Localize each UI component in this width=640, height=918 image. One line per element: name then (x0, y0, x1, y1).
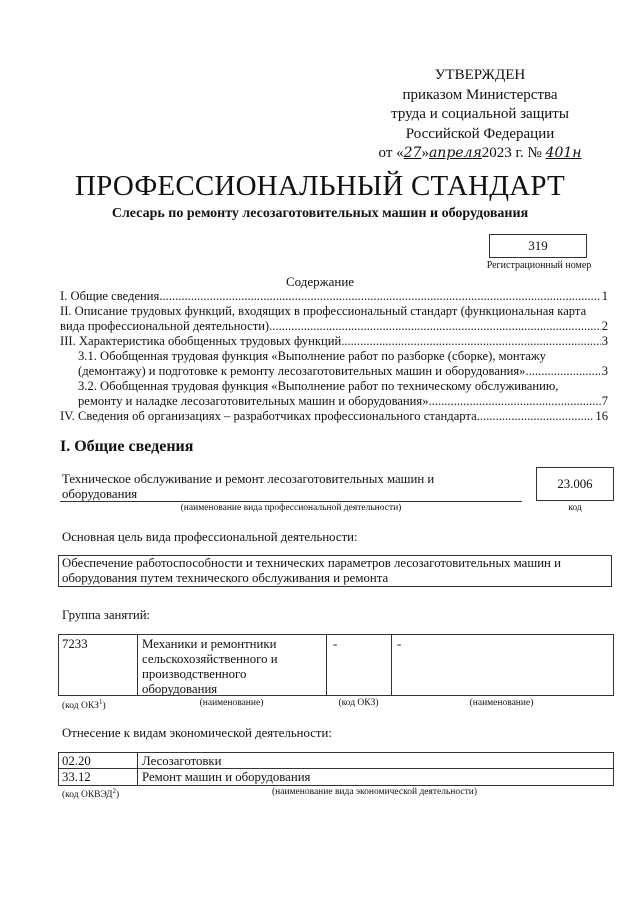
toc-item-page: 3 (601, 364, 608, 379)
caption-text: (код ОКВЭД (62, 790, 113, 801)
toc-item-text: II. Описание трудовых функций, входящих в профессиональный стандарт (функциональная карта (60, 304, 587, 318)
table-divider (137, 634, 138, 695)
okz-name (142, 637, 324, 697)
table-divider (137, 752, 138, 785)
caption-text: ) (102, 701, 106, 712)
toc-item-text: (демонтажу) и подготовке к ремонту лесозаготовительных машин и оборудования» (78, 364, 526, 379)
toc-item-4[interactable] (60, 409, 608, 424)
approval-block (360, 66, 600, 164)
table-divider (391, 634, 392, 695)
toc-heading: Содержание (285, 274, 355, 289)
goal-label: Основная цель вида профессиональной деятельности: (62, 530, 358, 544)
okz-code: 7233 (62, 637, 88, 651)
toc-item-text: ремонту и наладке лесозаготовительных машин и оборудования» (78, 394, 429, 409)
okz-name-2: - (397, 637, 402, 651)
approval-line-4: Российской Федерации (405, 125, 555, 142)
code-caption: код (568, 503, 582, 513)
okz-name-line: Механики и ремонтники (142, 637, 277, 651)
registration-number-label: Регистрационный номер (486, 260, 592, 271)
caption-text: ) (115, 790, 120, 801)
goal-text-line: оборудования путем технического обслуживания и ремонта (62, 571, 389, 585)
okz-name-2-caption: (наименование) (469, 698, 534, 708)
toc-item-page: 3 (601, 334, 608, 348)
group-label: Группа занятий: (62, 608, 151, 622)
okved-code: 02.20 (62, 754, 91, 768)
activity-name-line: Техническое обслуживание и ремонт лесозаготовительных машин и (62, 472, 435, 486)
registration-number-box: 319 (489, 234, 587, 258)
okved-code: 33.12 (62, 770, 91, 784)
footnote-mark: 1 (98, 698, 103, 706)
okz-code-2: - (333, 637, 338, 651)
toc-item-page: 2 (601, 319, 608, 334)
toc-item-text: III. Характеристика обобщенных трудовых функций (60, 334, 342, 348)
goal-text-line: Обеспечение работоспособности и технических параметров лесозаготовительных машин и (62, 556, 561, 570)
caption-text: (код ОКЗ (62, 701, 99, 712)
toc-item-page: 7 (601, 394, 608, 409)
activity-name (62, 472, 522, 502)
okved-code-caption (62, 787, 119, 800)
approval-line-3: труда и социальной защиты (391, 106, 569, 122)
toc-item-text: 3.2. Обобщенная трудовая функция «Выполнение работ по техническому обслуживанию, (78, 379, 559, 393)
date-prefix: от « (378, 145, 404, 161)
toc-item-text: 3.1. Обобщенная трудовая функция «Выполнение работ по разборке (сборке), монтажу (78, 349, 546, 363)
okved-label: Отнесение к видам экономической деятельности: (62, 726, 332, 740)
approval-date-line (360, 144, 600, 164)
order-number: 401н (545, 145, 582, 161)
toc-item-3-2[interactable] (78, 379, 608, 409)
table-divider (326, 634, 327, 695)
toc-item-page: 16 (595, 409, 608, 423)
toc-item-3[interactable] (60, 334, 608, 349)
document-subtitle: Слесарь по ремонту лесозаготовительных машин и оборудования (111, 206, 529, 221)
document-title: ПРОФЕССИОНАЛЬНЫЙ СТАНДАРТ (75, 170, 565, 202)
toc-item-text: IV. Сведения об организациях – разработчиках профессионального стандарта (60, 409, 477, 423)
section-1-heading: I. Общие сведения (60, 438, 194, 455)
footnote-mark: 2 (112, 787, 116, 795)
goal-box (58, 555, 612, 587)
date-day: 27 (403, 145, 422, 161)
toc-item-2[interactable] (60, 304, 608, 334)
okz-name-line: производственного (142, 667, 247, 681)
toc-item-text: вида профессиональной деятельности) (60, 319, 270, 334)
okz-name-line: сельскохозяйственного и (142, 652, 278, 666)
okved-name: Ремонт машин и оборудования (142, 770, 311, 784)
okz-code-caption (62, 698, 106, 711)
toc-item-3-1[interactable] (78, 349, 608, 379)
toc-item-page: 1 (601, 289, 608, 303)
activity-name-line: оборудования (62, 487, 138, 501)
activity-code-box: 23.006 (536, 467, 614, 501)
activity-caption: (наименование вида профессиональной деятельности) (180, 503, 402, 513)
okved-name: Лесозаготовки (142, 754, 222, 768)
okz-name-line: оборудования (142, 682, 218, 696)
okved-name-caption: (наименование вида экономической деятельности) (272, 787, 477, 797)
okz-code-2-caption: (код ОКЗ) (338, 698, 379, 708)
approval-title: УТВЕРЖДЕН (434, 67, 526, 83)
activity-underline (60, 501, 522, 502)
approval-line-2: приказом Министерства (402, 86, 558, 103)
okz-name-caption: (наименование) (199, 698, 264, 708)
date-month: апреля (428, 145, 482, 161)
toc-item-1[interactable] (60, 289, 608, 304)
date-year: 2023 г. № (481, 145, 542, 161)
toc-item-text: I. Общие сведения (60, 289, 160, 303)
date-mid: » (421, 145, 429, 161)
